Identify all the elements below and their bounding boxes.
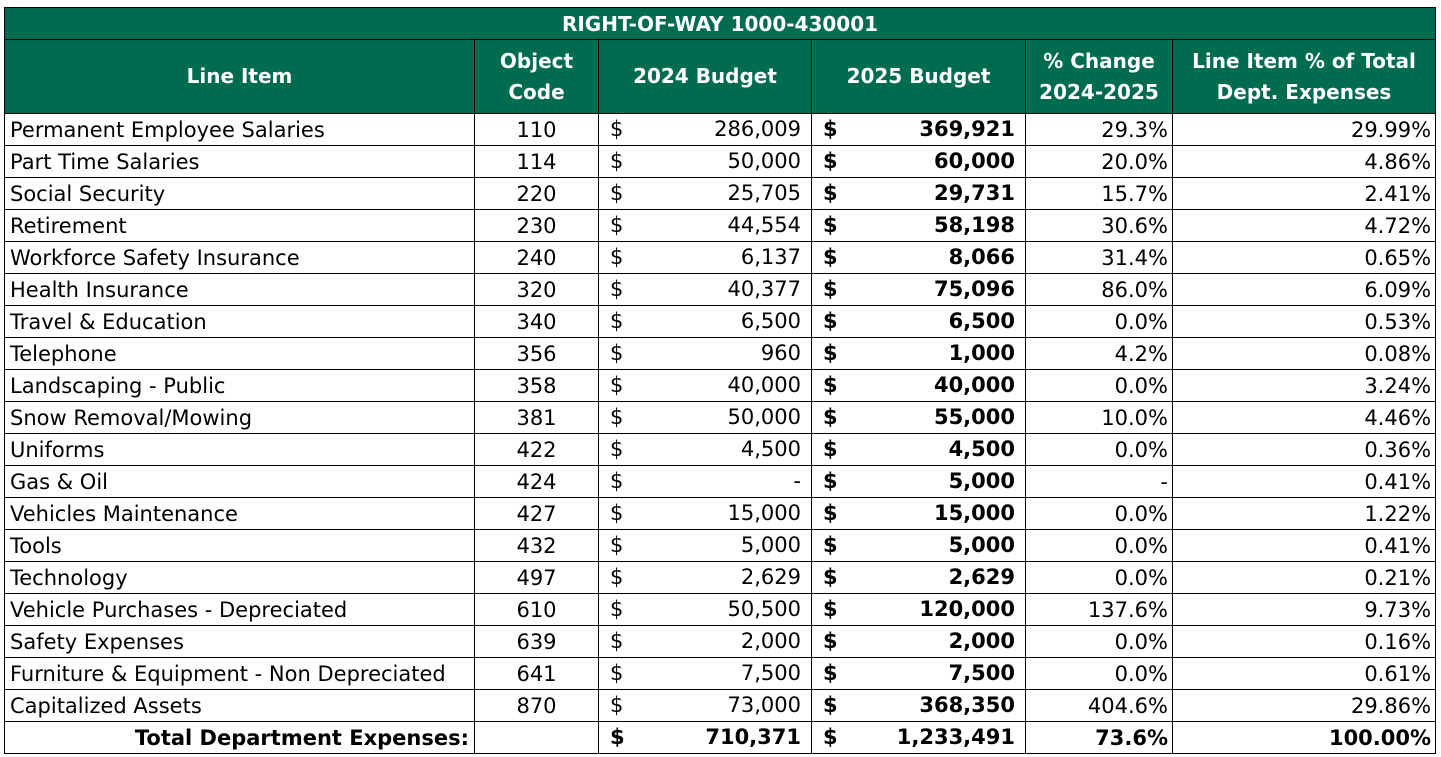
budget-2025-value: 4,500 [948,437,1015,461]
pct-of-total: 4.86% [1173,146,1436,178]
budget-2025-value: 58,198 [933,213,1015,237]
budget-2025-cell [812,498,1026,530]
total-2024-value: 710,371 [705,725,801,749]
object-code: 497 [475,562,599,594]
total-pct-change: 73.6% [1026,722,1173,754]
budget-2025-value: 55,000 [933,405,1015,429]
budget-2025-value: 6,500 [948,309,1015,333]
table-row [5,690,1436,722]
budget-2024-value: 286,009 [714,117,801,141]
budget-2025-cell [812,242,1026,274]
currency-symbol: $ [610,341,624,365]
currency-symbol: $ [610,565,624,589]
budget-2024-cell [599,114,812,146]
line-item-name: Tools [5,530,475,562]
currency-symbol: $ [823,341,838,365]
budget-2025-cell [812,274,1026,306]
object-code: 424 [475,466,599,498]
line-item-name: Capitalized Assets [5,690,475,722]
title-row [5,8,1436,40]
currency-symbol: $ [823,469,838,493]
budget-2024-value: 50,000 [727,405,801,429]
budget-2025-value: 7,500 [948,661,1015,685]
budget-2025-cell [812,562,1026,594]
currency-symbol: $ [823,181,838,205]
line-item-name: Safety Expenses [5,626,475,658]
line-item-name: Part Time Salaries [5,146,475,178]
line-item-name: Social Security [5,178,475,210]
budget-2025-value: 120,000 [919,597,1015,621]
currency-symbol: $ [823,661,838,685]
table-row [5,562,1436,594]
header-pct-change [1026,40,1173,114]
object-code: 240 [475,242,599,274]
budget-2024-cell [599,210,812,242]
pct-change: 15.7% [1026,178,1173,210]
object-code: 110 [475,114,599,146]
budget-2024-cell [599,146,812,178]
header-pct-total-line1: Line Item % of Total [1192,48,1416,73]
currency-symbol: $ [610,725,625,749]
object-code: 432 [475,530,599,562]
budget-2024-cell [599,626,812,658]
line-item-name: Retirement [5,210,475,242]
object-code: 356 [475,338,599,370]
budget-2025-cell [812,210,1026,242]
table-body [5,114,1436,722]
currency-symbol: $ [610,469,624,493]
budget-2025-value: 2,000 [948,629,1015,653]
total-2025-cell [812,722,1026,754]
currency-symbol: $ [610,597,624,621]
currency-symbol: $ [823,277,838,301]
header-line-item [5,40,475,114]
pct-of-total: 0.53% [1173,306,1436,338]
budget-2024-value: 73,000 [727,693,801,717]
pct-of-total: 3.24% [1173,370,1436,402]
pct-of-total: 1.22% [1173,498,1436,530]
header-row [5,40,1436,114]
object-code: 381 [475,402,599,434]
object-code: 639 [475,626,599,658]
pct-of-total: 29.99% [1173,114,1436,146]
pct-of-total: 0.41% [1173,530,1436,562]
currency-symbol: $ [823,629,838,653]
budget-2024-value: 2,629 [740,565,801,589]
table-row [5,210,1436,242]
budget-2025-value: 60,000 [933,149,1015,173]
line-item-name: Landscaping - Public [5,370,475,402]
table-row [5,146,1436,178]
line-item-name: Uniforms [5,434,475,466]
budget-2024-cell [599,306,812,338]
budget-2024-cell [599,370,812,402]
pct-change: 0.0% [1026,498,1173,530]
header-2025-budget-label: 2025 Budget [846,64,991,88]
budget-2024-value: 25,705 [727,181,801,205]
pct-of-total: 0.41% [1173,466,1436,498]
budget-2025-cell [812,434,1026,466]
currency-symbol: $ [610,245,624,269]
total-pct-share: 100.00% [1173,722,1436,754]
currency-symbol: $ [610,437,624,461]
line-item-name: Vehicles Maintenance [5,498,475,530]
budget-2024-cell [599,242,812,274]
line-item-name: Telephone [5,338,475,370]
line-item-name: Health Insurance [5,274,475,306]
budget-2025-cell [812,370,1026,402]
pct-of-total: 0.65% [1173,242,1436,274]
header-pct-total-line2: Dept. Expenses [1216,79,1392,104]
object-code: 320 [475,274,599,306]
line-item-name: Snow Removal/Mowing [5,402,475,434]
line-item-name: Travel & Education [5,306,475,338]
table-row [5,338,1436,370]
budget-2024-cell [599,402,812,434]
table-row [5,274,1436,306]
budget-table [4,7,1436,754]
header-object-code-line1: Object [499,48,574,73]
pct-of-total: 29.86% [1173,690,1436,722]
budget-2024-value: 7,500 [740,661,801,685]
table-row [5,114,1436,146]
budget-2025-cell [812,306,1026,338]
pct-change: 30.6% [1026,210,1173,242]
table-row [5,178,1436,210]
budget-2024-value: 50,500 [727,597,801,621]
budget-2024-cell [599,594,812,626]
currency-symbol: $ [823,149,838,173]
budget-2024-value: 2,000 [740,629,801,653]
table-row [5,242,1436,274]
currency-symbol: $ [823,117,838,141]
currency-symbol: $ [823,245,838,269]
object-code: 427 [475,498,599,530]
currency-symbol: $ [823,213,838,237]
currency-symbol: $ [610,405,624,429]
currency-symbol: $ [610,181,624,205]
pct-change: 137.6% [1026,594,1173,626]
object-code: 641 [475,658,599,690]
pct-change: 0.0% [1026,658,1173,690]
currency-symbol: $ [610,277,624,301]
budget-2024-value: 6,137 [740,245,801,269]
budget-2024-value: 44,554 [727,213,801,237]
budget-2025-value: 369,921 [919,117,1015,141]
pct-of-total: 0.61% [1173,658,1436,690]
table-row [5,402,1436,434]
pct-change: 10.0% [1026,402,1173,434]
budget-2025-value: 8,066 [948,245,1015,269]
currency-symbol: $ [610,501,624,525]
budget-2025-value: 75,096 [933,277,1015,301]
currency-symbol: $ [823,693,838,717]
currency-symbol: $ [610,117,624,141]
pct-change: 29.3% [1026,114,1173,146]
budget-2025-value: 15,000 [933,501,1015,525]
pct-of-total: 9.73% [1173,594,1436,626]
pct-of-total: 0.21% [1173,562,1436,594]
budget-2024-value: 15,000 [727,501,801,525]
object-code: 358 [475,370,599,402]
object-code: 870 [475,690,599,722]
header-object-code [475,40,599,114]
budget-2025-cell [812,658,1026,690]
budget-2025-cell [812,690,1026,722]
header-object-code-line2: Code [508,79,565,104]
line-item-name: Vehicle Purchases - Depreciated [5,594,475,626]
table-row [5,658,1436,690]
currency-symbol: $ [823,373,838,397]
budget-2024-cell [599,530,812,562]
pct-change: 0.0% [1026,434,1173,466]
budget-2025-cell [812,178,1026,210]
pct-change: 20.0% [1026,146,1173,178]
budget-2024-value: 40,000 [727,373,801,397]
budget-2025-cell [812,530,1026,562]
budget-2024-value: - [793,469,801,493]
currency-symbol: $ [823,533,838,557]
total-label: Total Department Expenses: [5,722,475,754]
budget-2025-value: 1,000 [948,341,1015,365]
object-code: 340 [475,306,599,338]
budget-2024-cell [599,274,812,306]
budget-2024-value: 6,500 [740,309,801,333]
currency-symbol: $ [610,149,624,173]
budget-2024-value: 960 [760,341,801,365]
budget-2024-cell [599,658,812,690]
budget-2025-cell [812,146,1026,178]
budget-2025-cell [812,594,1026,626]
budget-2025-cell [812,402,1026,434]
currency-symbol: $ [610,373,624,397]
budget-2024-value: 4,500 [740,437,801,461]
table-row [5,626,1436,658]
pct-change: 0.0% [1026,626,1173,658]
budget-2024-value: 5,000 [740,533,801,557]
object-code: 422 [475,434,599,466]
line-item-name: Furniture & Equipment - Non Depreciated [5,658,475,690]
total-row [5,722,1436,754]
pct-change: 0.0% [1026,562,1173,594]
pct-of-total: 0.08% [1173,338,1436,370]
currency-symbol: $ [610,661,624,685]
table-row [5,306,1436,338]
total-2024-cell [599,722,812,754]
line-item-name: Gas & Oil [5,466,475,498]
currency-symbol: $ [610,629,624,653]
header-pct-change-line2: 2024-2025 [1039,79,1159,104]
budget-2025-value: 40,000 [933,373,1015,397]
pct-change: 0.0% [1026,370,1173,402]
pct-change: 4.2% [1026,338,1173,370]
object-code: 610 [475,594,599,626]
budget-2024-cell [599,434,812,466]
pct-change: 31.4% [1026,242,1173,274]
header-2024-budget-label: 2024 Budget [633,64,777,88]
budget-2025-value: 2,629 [948,565,1015,589]
budget-2024-cell [599,562,812,594]
budget-2024-cell [599,690,812,722]
budget-2025-cell [812,338,1026,370]
pct-of-total: 4.72% [1173,210,1436,242]
header-line-item-label: Line Item [186,64,293,88]
budget-2024-cell [599,338,812,370]
currency-symbol: $ [610,693,624,717]
pct-change: 0.0% [1026,530,1173,562]
budget-2025-cell [812,114,1026,146]
pct-of-total: 4.46% [1173,402,1436,434]
budget-2025-cell [812,626,1026,658]
currency-symbol: $ [823,501,838,525]
total-2025-value: 1,233,491 [896,725,1015,749]
pct-change: - [1026,466,1173,498]
line-item-name: Workforce Safety Insurance [5,242,475,274]
currency-symbol: $ [610,213,624,237]
header-pct-change-line1: % Change [1043,48,1155,73]
budget-2024-cell [599,178,812,210]
object-code: 230 [475,210,599,242]
total-code-cell [475,722,599,754]
line-item-name: Permanent Employee Salaries [5,114,475,146]
pct-of-total: 2.41% [1173,178,1436,210]
pct-change: 86.0% [1026,274,1173,306]
budget-2025-value: 5,000 [948,533,1015,557]
budget-2024-value: 50,000 [727,149,801,173]
header-2025-budget [812,40,1026,114]
pct-change: 404.6% [1026,690,1173,722]
table-row [5,466,1436,498]
currency-symbol: $ [823,565,838,589]
currency-symbol: $ [610,533,624,557]
pct-of-total: 6.09% [1173,274,1436,306]
budget-2025-cell [812,466,1026,498]
currency-symbol: $ [823,309,838,333]
table-row [5,498,1436,530]
budget-2024-cell [599,498,812,530]
currency-symbol: $ [823,405,838,429]
pct-change: 0.0% [1026,306,1173,338]
budget-2024-cell [599,466,812,498]
table-row [5,434,1436,466]
table-row [5,594,1436,626]
budget-2024-value: 40,377 [727,277,801,301]
budget-2025-value: 368,350 [919,693,1015,717]
currency-symbol: $ [823,597,838,621]
currency-symbol: $ [823,725,838,749]
header-2024-budget [599,40,812,114]
object-code: 114 [475,146,599,178]
pct-of-total: 0.36% [1173,434,1436,466]
currency-symbol: $ [610,309,624,333]
table-title: RIGHT-OF-WAY 1000-430001 [5,8,1436,40]
currency-symbol: $ [823,437,838,461]
pct-of-total: 0.16% [1173,626,1436,658]
table-row [5,530,1436,562]
header-pct-total [1173,40,1436,114]
line-item-name: Technology [5,562,475,594]
budget-2025-value: 29,731 [933,181,1015,205]
object-code: 220 [475,178,599,210]
table-row [5,370,1436,402]
budget-2025-value: 5,000 [948,469,1015,493]
